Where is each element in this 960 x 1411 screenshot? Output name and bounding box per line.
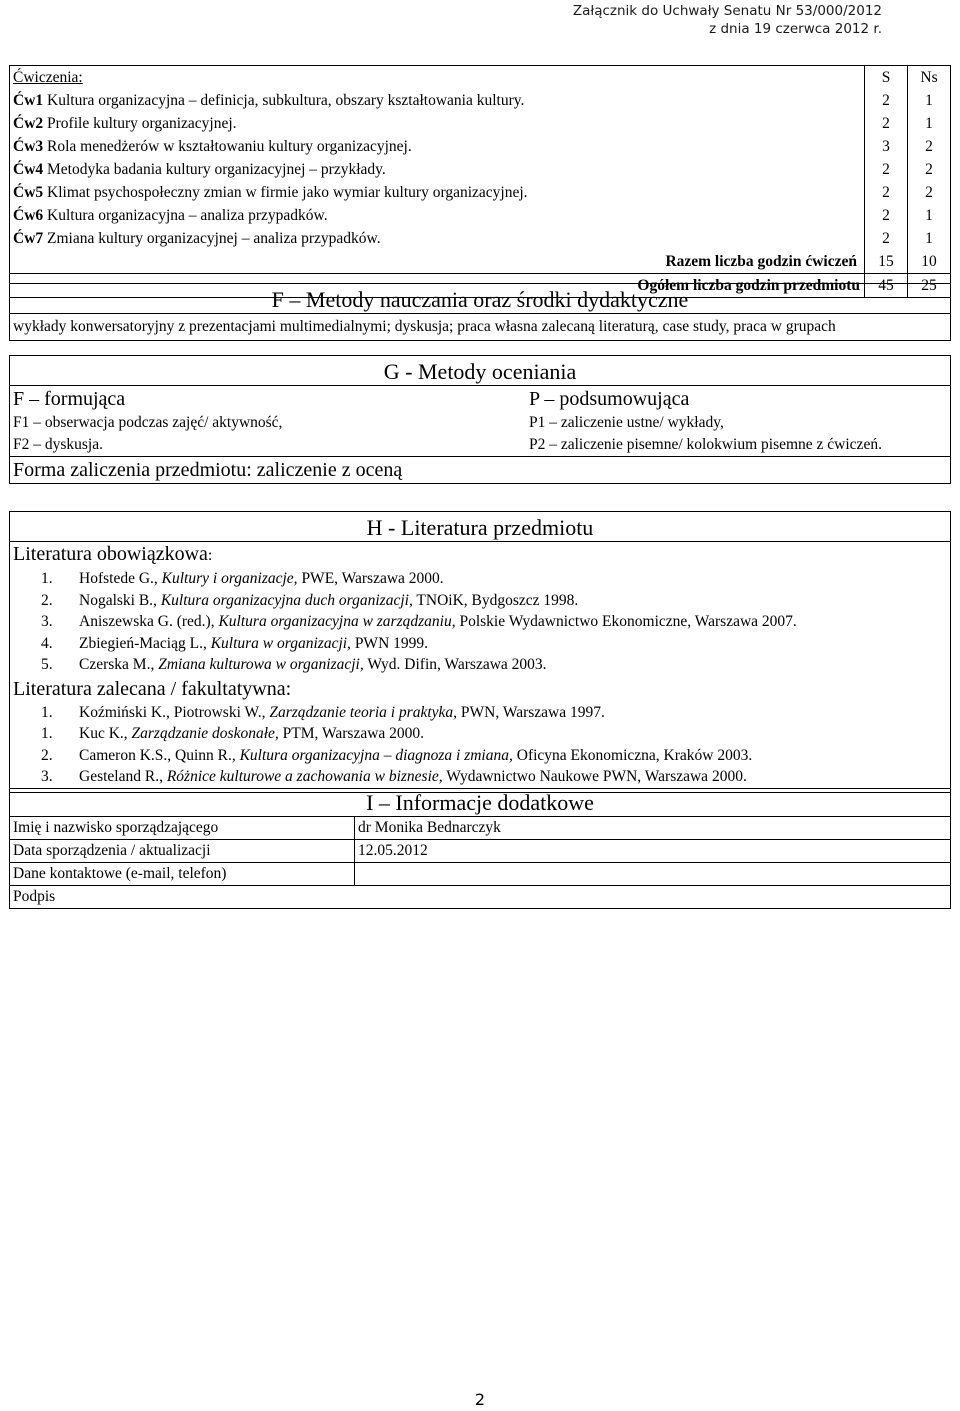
s-value: 2: [882, 230, 890, 247]
s-value: 2: [882, 115, 890, 132]
summative-block: [526, 386, 951, 457]
required-item: 1. Hofstede G., Kultury i organizacje, PWE, Warszawa 2000.: [41, 570, 444, 587]
overall-label: Ogółem liczba godzin przedmiotu: [10, 274, 865, 298]
overall-ns: 25: [908, 274, 951, 298]
recommended-item: 1. Kuc K., Zarządzanie doskonałe, PTM, Warszawa 2000.: [41, 725, 425, 742]
info-value: [355, 863, 951, 886]
assessment-title: G - Metody oceniania: [10, 356, 951, 386]
assessment-table: [9, 355, 951, 484]
exercise-row: Ćw6 Kultura organizacyjna – analiza przypadków.: [13, 207, 328, 224]
ns-value: 1: [925, 92, 933, 109]
recommended-item: 3. Gesteland R., Różnice kulturowe a zachowania w biznesie, Wydawnictwo Naukowe PWN, Warszawa 2000.: [41, 768, 747, 785]
summative-item: P2 – zaliczenie pisemne/ kolokwium pisemne z ćwiczeń.: [529, 436, 882, 453]
info-label: Data sporządzenia / aktualizacji: [10, 840, 355, 863]
ns-total: 10: [921, 253, 937, 270]
s-column: [865, 66, 908, 274]
exercises-table: [9, 65, 951, 298]
required-item: 3. Aniszewska G. (red.), Kultura organizacyjna w zarządzaniu, Polskie Wydawnictwo Ekonomiczne, Warszawa 2007.: [41, 613, 797, 630]
total-label: Razem liczba godzin ćwiczeń: [665, 253, 857, 270]
required-list: [13, 568, 947, 676]
header-line-1: Załącznik do Uchwały Senatu Nr 53/000/2012: [572, 3, 882, 19]
literature-title: H - Literatura przedmiotu: [10, 512, 951, 542]
exercise-row: Ćw3 Rola menedżerów w kształtowaniu kultury organizacyjnej.: [13, 138, 412, 155]
methods-table: [9, 283, 951, 341]
info-table: [9, 788, 951, 909]
overall-s: 45: [865, 274, 908, 298]
ns-value: 1: [925, 207, 933, 224]
ns-value: 1: [925, 230, 933, 247]
ns-header: Ns: [920, 69, 938, 86]
s-value: 2: [882, 161, 890, 178]
assessment-form: [10, 457, 951, 484]
exercises-list: [10, 66, 865, 274]
form-label: Forma zaliczenia przedmiotu: [13, 459, 247, 481]
literature-body: [10, 542, 951, 793]
header-line-2: z dnia 19 czerwca 2012 r.: [709, 21, 882, 37]
s-value: 2: [882, 207, 890, 224]
info-label: Podpis: [10, 886, 951, 909]
document-header: [573, 2, 882, 38]
page-number: 2: [474, 1390, 486, 1409]
exercise-row: Ćw2 Profile kultury organizacyjnej.: [13, 115, 237, 132]
s-total: 15: [878, 253, 894, 270]
form-value: : zaliczenie z oceną: [246, 459, 403, 481]
summative-item: P1 – zaliczenie ustne/ wykłady,: [529, 414, 724, 431]
exercise-row: Ćw1 Kultura organizacyjna – definicja, subkultura, obszary kształtowania kultury.: [13, 92, 525, 109]
methods-text: wykłady konwersatoryjny z prezentacjami multimedialnymi; dyskusja; praca własna zalecaną literaturą, case study, praca w grupach: [10, 314, 951, 341]
info-value: dr Monika Bednarczyk: [355, 817, 951, 840]
s-value: 2: [882, 92, 890, 109]
required-item: 4. Zbiegień-Maciąg L., Kultura w organizacji, PWN 1999.: [41, 634, 429, 652]
recommended-item: 2. Cameron K.S., Quinn R., Kultura organizacyjna – diagnoza i zmiana, Oficyna Ekonomiczna, Kraków 2003.: [41, 746, 753, 764]
formative-item: F2 – dyskusja.: [13, 436, 103, 453]
info-label: Dane kontaktowe (e-mail, telefon): [10, 863, 355, 886]
formative-item: F1 – obserwacja podczas zajęć/ aktywność,: [13, 414, 283, 431]
info-value: 12.05.2012: [355, 840, 951, 863]
ns-value: 2: [925, 184, 933, 201]
formative-title: F – formująca: [13, 388, 126, 410]
exercise-row: Ćw4 Metodyka badania kultury organizacyjnej – przykłady.: [13, 161, 386, 178]
s-value: 2: [882, 184, 890, 201]
summative-title: P – podsumowująca: [529, 388, 690, 410]
info-label: Imię i nazwisko sporządzającego: [10, 817, 355, 840]
ns-value: 1: [925, 115, 933, 132]
recommended-item: 1. Koźmiński K., Piotrowski W., Zarządzanie teoria i praktyka, PWN, Warszawa 1997.: [41, 703, 605, 721]
required-item: 2. Nogalski B., Kultura organizacyjna duch organizacji, TNOiK, Bydgoszcz 1998.: [41, 591, 579, 609]
formative-block: [10, 386, 527, 457]
exercise-row: Ćw7 Zmiana kultury organizacyjnej – analiza przypadków.: [13, 230, 381, 247]
required-item: 5. Czerska M., Zmiana kulturowa w organizacji, Wyd. Difin, Warszawa 2003.: [41, 656, 547, 673]
s-value: 3: [882, 138, 890, 155]
ns-value: 2: [925, 161, 933, 178]
recommended-title: Literatura zalecana / fakultatywna:: [13, 677, 292, 700]
s-header: S: [881, 69, 891, 86]
exercises-title: Ćwiczenia:: [13, 69, 83, 86]
exercise-row: Ćw5 Klimat psychospołeczny zmian w firmie jako wymiar kultury organizacyjnej.: [13, 184, 528, 201]
required-title: Literatura obowiązkowa:: [13, 543, 213, 565]
literature-table: [9, 511, 951, 793]
info-title: I – Informacje dodatkowe: [10, 789, 951, 817]
methods-title: F – Metody nauczania oraz środki dydaktyczne: [10, 284, 951, 314]
ns-column: [908, 66, 951, 274]
recommended-list: [13, 702, 947, 788]
ns-value: 2: [925, 138, 933, 155]
